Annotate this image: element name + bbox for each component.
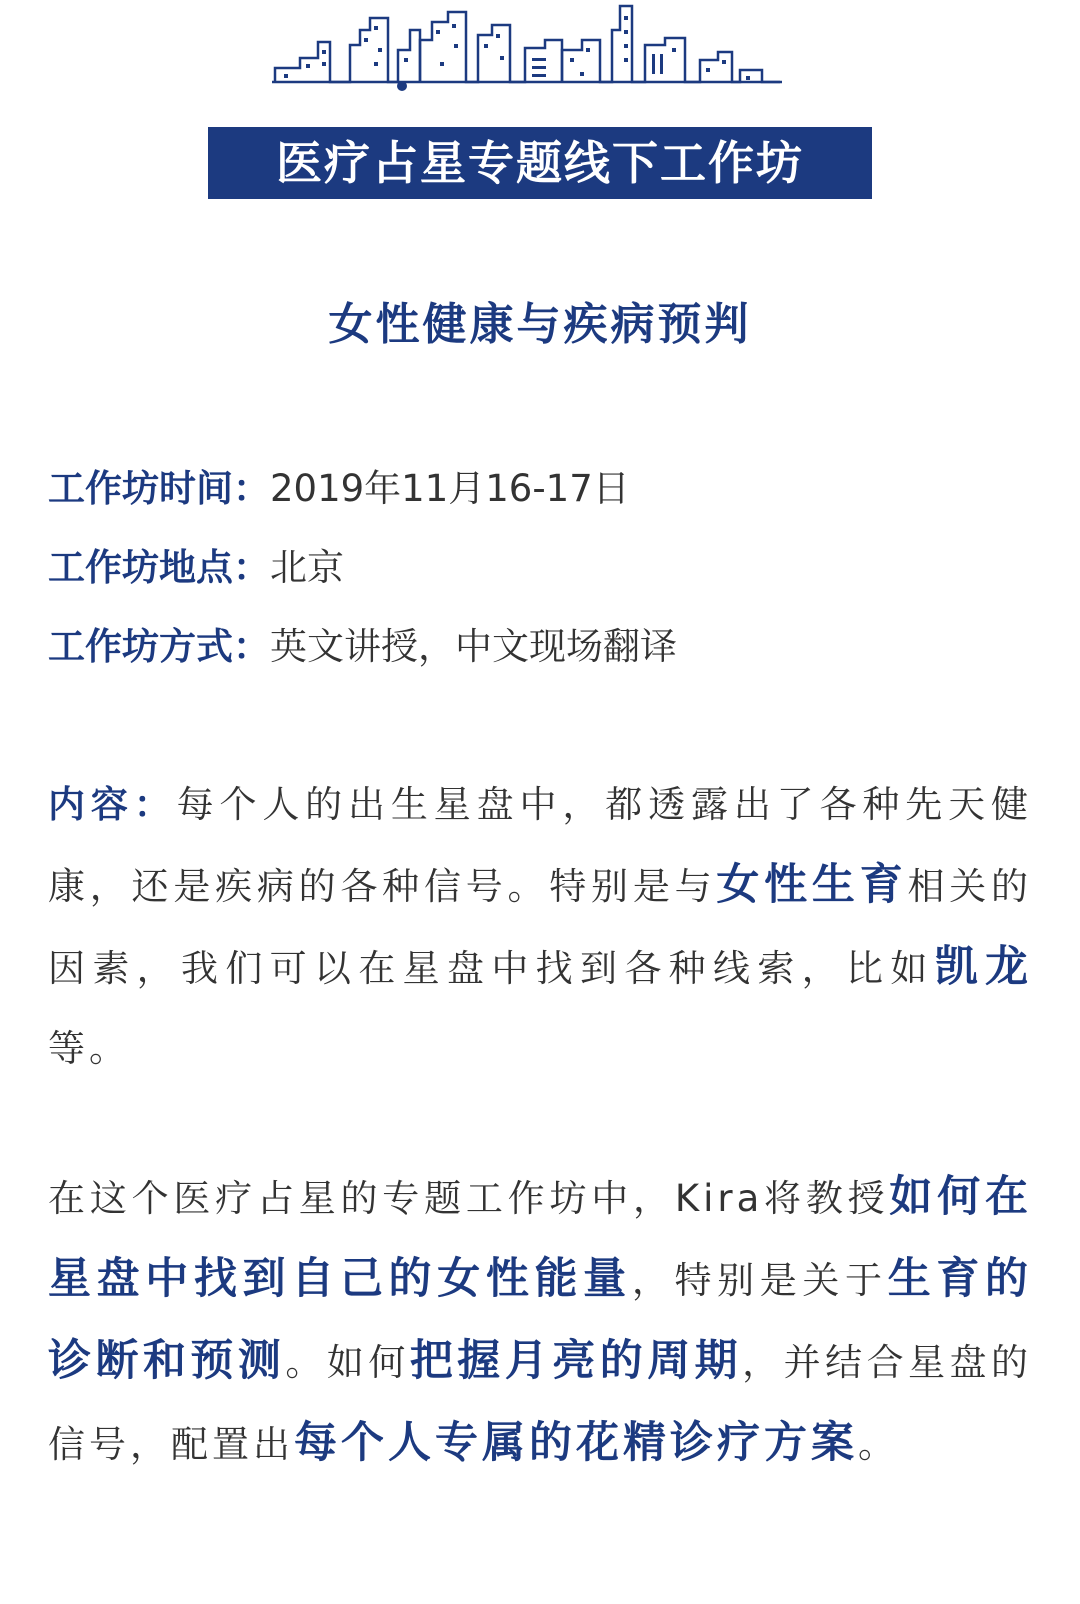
content-text: 在这个医疗占星的专题工作坊中，Kira将教授	[48, 1177, 890, 1220]
workshop-info	[48, 464, 1038, 701]
highlight-text: 凯龙	[934, 942, 1033, 992]
info-label-location: 工作坊地点：	[48, 546, 270, 589]
city-skyline-icon	[270, 0, 810, 100]
content-paragraph-2	[48, 1157, 1032, 1485]
highlight-text: 生育的诊断和预测	[48, 1254, 1033, 1386]
info-value-location: 北京	[270, 546, 344, 589]
highlight-text: 把握月亮的周期	[409, 1336, 743, 1386]
info-label-time: 工作坊时间：	[48, 467, 270, 510]
workshop-subtitle: 女性健康与疾病预判	[328, 299, 752, 350]
info-label-format: 工作坊方式：	[48, 625, 270, 668]
content-text: 每个人的出生星盘中，都透露出了各种先天健康，还是疾病的各种信号。特别是与	[48, 783, 1033, 908]
info-value-time: 2019年11月16-17日	[270, 467, 630, 510]
highlight-text: 女性生育	[716, 860, 908, 910]
content-text: 。	[858, 1423, 899, 1466]
info-row-format	[48, 622, 1038, 701]
info-row-location	[48, 543, 1038, 622]
content-paragraph-1	[48, 765, 1032, 1089]
info-value-format: 英文讲授，中文现场翻译	[270, 625, 677, 668]
content-text: 等。	[48, 1027, 130, 1070]
content-text: ，特别是关于	[631, 1259, 888, 1302]
workshop-title-banner: 医疗占星专题线下工作坊	[208, 127, 872, 199]
content-text: ，并结合星盘的信号，配置出	[48, 1341, 1033, 1466]
info-row-time	[48, 464, 1038, 543]
highlight-text: 每个人专属的花精诊疗方案	[294, 1418, 858, 1468]
highlight-text: 如何在星盘中找到自己的女性能量	[48, 1172, 1032, 1304]
content-text: 相关的因素，我们可以在星盘中找到各种线索，比如	[48, 865, 1033, 990]
content-text: 。如何	[285, 1341, 410, 1384]
content-label: 内容：	[48, 783, 177, 826]
